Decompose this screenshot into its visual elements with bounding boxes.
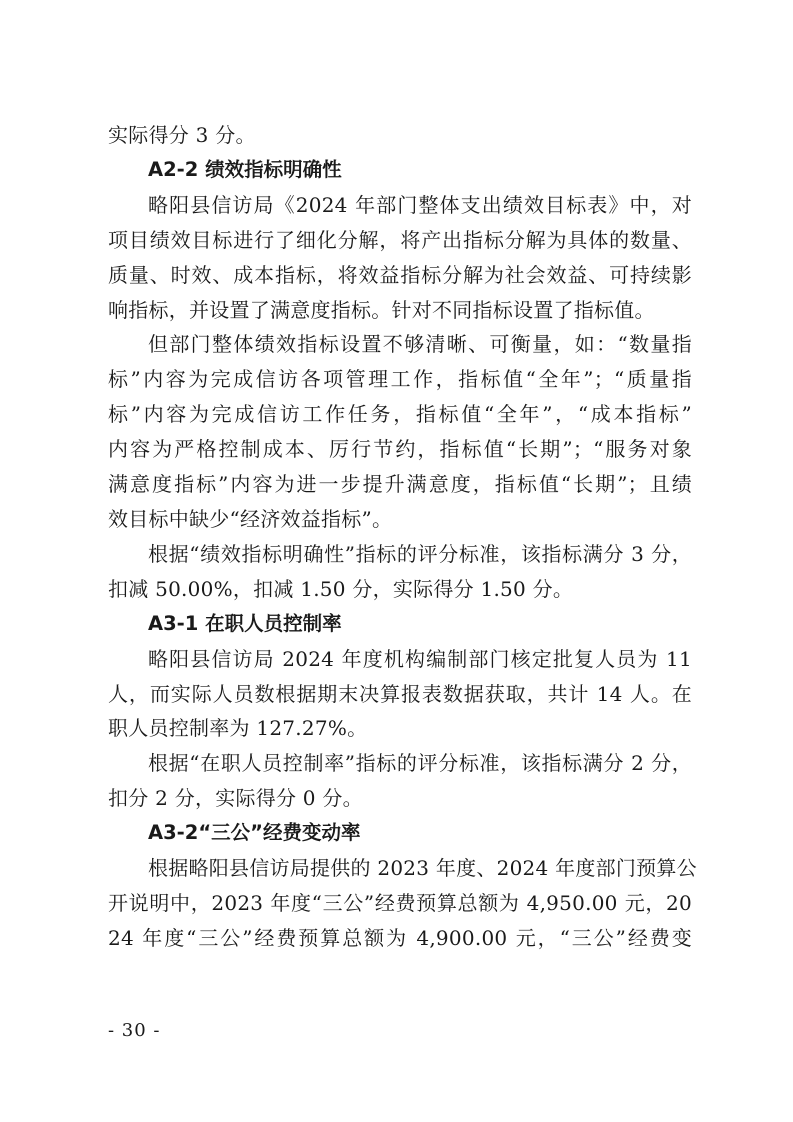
paragraph-line: 质量、时效、成本指标，将效益指标分解为社会效益、可持续影 xyxy=(108,262,692,287)
paragraph-line: 24 年度“三公”经费预算总额为 4,900.00 元，“三公”经费变 xyxy=(108,925,692,950)
document-body xyxy=(108,118,697,956)
section-heading-a3-2: A3-2“三公”经费变动率 xyxy=(148,821,361,845)
paragraph-line: 开说明中，2023 年度“三公”经费预算总额为 4,950.00 元，20 xyxy=(108,890,692,915)
paragraph-line: 实际得分 3 分。 xyxy=(108,123,256,147)
paragraph-line: 响指标，并设置了满意度指标。针对不同指标设置了指标值。 xyxy=(108,297,655,322)
paragraph-line: 略阳县信访局《2024 年部门整体支出绩效目标表》中，对 xyxy=(148,192,692,217)
paragraph-line: 职人员控制率为 127.27%。 xyxy=(108,716,368,741)
paragraph-line: 略阳县信访局 2024 年度机构编制部门核定批复人员为 11 xyxy=(148,646,692,671)
paragraph-line: 扣分 2 分，实际得分 0 分。 xyxy=(108,786,363,811)
section-heading-a3-1: A3-1 在职人员控制率 xyxy=(148,611,342,635)
paragraph-line: 内容为严格控制成本、厉行节约，指标值“长期”；“服务对象 xyxy=(108,437,692,462)
paragraph-line: 根据略阳县信访局提供的 2023 年度、2024 年度部门预算公 xyxy=(148,856,697,881)
paragraph-line: 项目绩效目标进行了细化分解，将产出指标分解为具体的数量、 xyxy=(108,227,692,252)
paragraph-line: 效目标中缺少“经济效益指标”。 xyxy=(108,506,393,531)
paragraph-line: 满意度指标”内容为进一步提升满意度，指标值“长期”；且绩 xyxy=(108,472,692,497)
paragraph-line: 根据“绩效指标明确性”指标的评分标准，该指标满分 3 分， xyxy=(148,541,692,566)
page-number: - 30 - xyxy=(108,1020,161,1041)
paragraph-line: 扣减 50.00%，扣减 1.50 分，实际得分 1.50 分。 xyxy=(108,576,574,601)
paragraph-line: 根据“在职人员控制率”指标的评分标准，该指标满分 2 分， xyxy=(148,751,692,776)
paragraph-line: 标”内容为完成信访各项管理工作，指标值“全年”；“质量指 xyxy=(108,367,692,392)
paragraph-line: 标”内容为完成信访工作任务，指标值“全年”，“成本指标” xyxy=(108,402,692,427)
section-heading-a2-2: A2-2 绩效指标明确性 xyxy=(148,157,342,181)
paragraph-line: 但部门整体绩效指标设置不够清晰、可衡量，如：“数量指 xyxy=(148,332,692,357)
paragraph-line: 人，而实际人员数根据期末决算报表数据获取，共计 14 人。在 xyxy=(108,681,692,706)
